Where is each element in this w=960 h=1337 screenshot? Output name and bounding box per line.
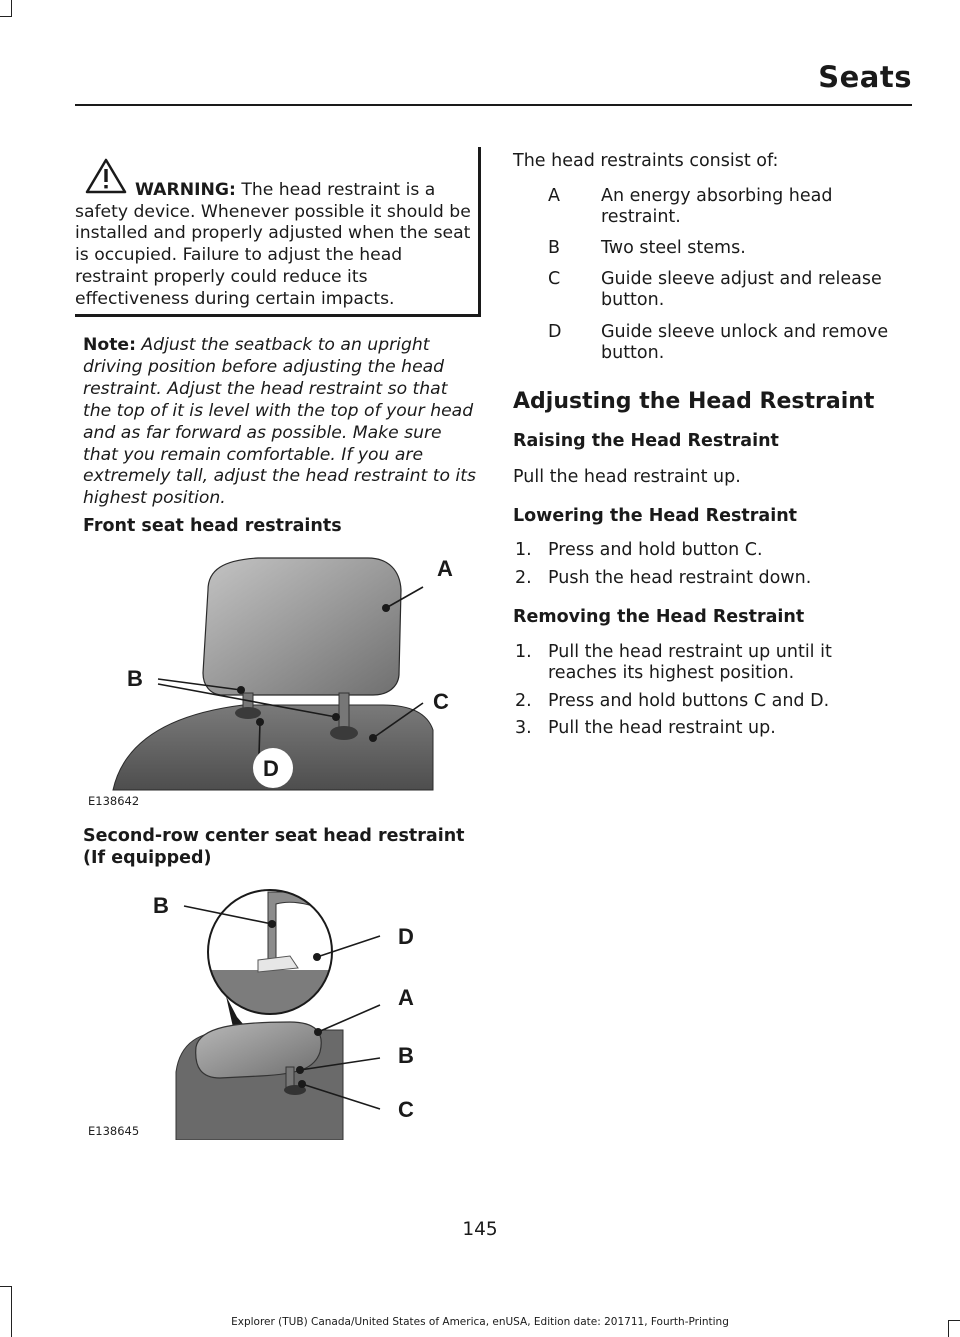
stem-right bbox=[339, 693, 349, 731]
list-item-key: C bbox=[548, 269, 561, 289]
step-text: Pull the head restraint up until it bbox=[548, 642, 832, 662]
front-figure-code: E138642 bbox=[88, 794, 140, 808]
rear-head-restraint-figure bbox=[140, 872, 440, 1140]
callout-d: D bbox=[263, 756, 279, 781]
guide-sleeve-right bbox=[330, 726, 358, 740]
step-number: 1. bbox=[515, 642, 532, 662]
step-text: reaches its highest position. bbox=[548, 663, 795, 683]
footer-text: Explorer (TUB) Canada/United States of America, enUSA, Edition date: 201711, Fourth-Printing bbox=[231, 1316, 729, 1328]
note-paragraph bbox=[83, 335, 481, 510]
callout-b: B bbox=[398, 1043, 414, 1068]
callout-c: C bbox=[433, 689, 449, 714]
list-item-key: B bbox=[548, 238, 561, 258]
crop-mark bbox=[11, 0, 12, 17]
head-restraint bbox=[203, 558, 401, 695]
crop-mark bbox=[0, 1286, 12, 1287]
crop-mark bbox=[0, 16, 12, 17]
list-item-key: A bbox=[548, 186, 560, 206]
warning-body: The head restraint is a safety device. Whenever possible it should be installed and properly adjusted when the seat is occupied. Failure to adjust the head restraint properly could reduce its effectiveness during certain impacts. bbox=[75, 180, 471, 309]
removing-heading: Removing the Head Restraint bbox=[513, 607, 805, 627]
callout-b: B bbox=[127, 666, 143, 691]
header-divider bbox=[75, 104, 912, 106]
section-heading: Adjusting the Head Restraint bbox=[513, 389, 875, 414]
step-number: 1. bbox=[515, 540, 532, 560]
callout-a: A bbox=[437, 556, 453, 581]
step-number: 2. bbox=[515, 568, 532, 588]
page-title: Seats bbox=[818, 60, 912, 94]
note-body: Adjust the seatback to an upright driving position before adjusting the head restraint. Adjust the head restraint so that the top of it is level with the top of your head and as far forward as possible. Make sure that you remain comfortable. If you are extremely tall, adjust the head restraint to its highest position. bbox=[83, 335, 476, 509]
raising-heading: Raising the Head Restraint bbox=[513, 431, 779, 451]
warning-text bbox=[75, 180, 473, 310]
callout-b-top: B bbox=[153, 893, 169, 918]
front-figure-heading: Front seat head restraints bbox=[83, 516, 342, 536]
consist-intro: The head restraints consist of: bbox=[513, 151, 779, 171]
step-number: 3. bbox=[515, 718, 532, 738]
crop-mark bbox=[11, 1286, 12, 1337]
list-item-text: Guide sleeve unlock and remove bbox=[601, 322, 889, 342]
callout-d: D bbox=[398, 924, 414, 949]
list-item-text: Two steel stems. bbox=[601, 238, 746, 258]
step-number: 2. bbox=[515, 691, 532, 711]
step-text: Press and hold buttons C and D. bbox=[548, 691, 830, 711]
callout-a: A bbox=[398, 985, 414, 1010]
rear-figure-heading-2: (If equipped) bbox=[83, 848, 212, 868]
list-item-text: An energy absorbing head bbox=[601, 186, 833, 206]
page-number: 145 bbox=[462, 1219, 498, 1240]
rear-figure-heading: Second-row center seat head restraint bbox=[83, 826, 465, 846]
warning-box bbox=[75, 147, 481, 317]
note-label: Note: bbox=[83, 335, 136, 355]
list-item-key: D bbox=[548, 322, 562, 342]
list-item-text: button. bbox=[601, 343, 665, 363]
step-text: Pull the head restraint up. bbox=[548, 718, 776, 738]
raising-text: Pull the head restraint up. bbox=[513, 467, 741, 487]
lowering-heading: Lowering the Head Restraint bbox=[513, 506, 798, 526]
list-item-text: restraint. bbox=[601, 207, 681, 227]
warning-label: WARNING: bbox=[135, 180, 236, 200]
step-text: Press and hold button C. bbox=[548, 540, 763, 560]
list-item-text: Guide sleeve adjust and release bbox=[601, 269, 882, 289]
front-head-restraint-figure bbox=[83, 545, 483, 815]
step-text: Push the head restraint down. bbox=[548, 568, 812, 588]
rear-figure-code: E138645 bbox=[88, 1124, 140, 1138]
guide-sleeve-left bbox=[235, 707, 261, 719]
list-item-text: button. bbox=[601, 290, 665, 310]
callout-c: C bbox=[398, 1097, 414, 1122]
